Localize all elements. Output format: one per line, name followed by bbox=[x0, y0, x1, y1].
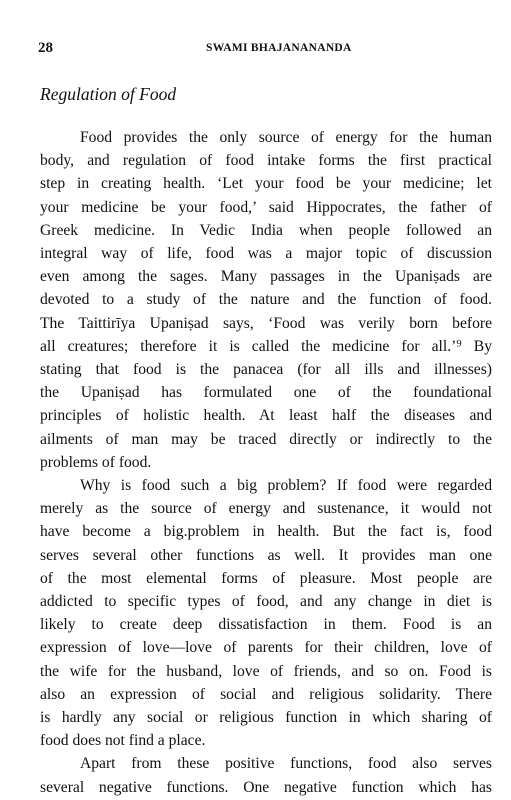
text-line: your medicine be your food,’ said Hippocrates, the father of bbox=[40, 198, 492, 216]
text-line: step in creating health. ‘Let your food be your medicine; let bbox=[40, 175, 492, 193]
text-line: the wife for the husband, love of friends, and so on. Food is bbox=[40, 662, 492, 680]
page-number: 28 bbox=[38, 40, 53, 56]
running-title: SWAMI BHAJANANANDA bbox=[206, 42, 352, 54]
running-head bbox=[38, 40, 471, 60]
paragraph bbox=[40, 474, 492, 752]
text-line: likely to create deep dissatisfaction in them. Food is an bbox=[40, 616, 492, 634]
text-line: the Upaniṣad has formulated one of the foundational bbox=[40, 384, 492, 402]
text-line: Food provides the only source of energy for the human bbox=[80, 129, 492, 146]
text-line: of the most elemental forms of pleasure. Most people are bbox=[40, 569, 492, 587]
text-line: also an expression of social and religious solidarity. There bbox=[40, 685, 492, 703]
text-line: Why is food such a big problem? If food were regarded bbox=[80, 477, 492, 495]
text-line: devoted to a study of the nature and the function of food. bbox=[40, 291, 492, 309]
text-line: expression of love—love of parents for their children, love of bbox=[40, 639, 492, 657]
text-line: Greek medicine. In Vedic India when people followed an bbox=[40, 221, 492, 239]
text-line: ailments of man may be traced directly or indirectly to the bbox=[40, 430, 492, 448]
text-line: several negative functions. One negative function which has bbox=[40, 778, 492, 796]
text-line: even among the sages. Many passages in the Upaniṣads are bbox=[40, 268, 492, 286]
text-line: food does not find a place. bbox=[40, 732, 206, 750]
text-line: have become a big.problem in health. But the fact is, food bbox=[40, 523, 492, 541]
paragraph bbox=[40, 126, 492, 474]
paragraph bbox=[40, 752, 492, 798]
text-line: serves several other functions as well. It provides man one bbox=[40, 546, 492, 564]
text-line: principles of holistic health. At least half the diseases and bbox=[40, 407, 492, 425]
text-line: addicted to specific types of food, and any change in diet is bbox=[40, 593, 492, 611]
text-line: merely as the source of energy and sustenance, it would not bbox=[40, 500, 492, 518]
section-heading: Regulation of Food bbox=[40, 84, 177, 104]
body-text bbox=[40, 126, 492, 799]
text-line: The Taittirīya Upaniṣad says, ‘Food was verily born before bbox=[40, 314, 492, 332]
text-line: body, and regulation of food intake forms the first practical bbox=[40, 152, 492, 170]
text-line: stating that food is the panacea (for all ills and illnesses) bbox=[40, 361, 492, 379]
text-line: all creatures; therefore it is called the medicine for all.’⁹ By bbox=[40, 337, 492, 355]
text-line: is hardly any social or religious function in which sharing of bbox=[40, 709, 492, 727]
text-line: Apart from these positive functions, food also serves bbox=[80, 755, 492, 773]
text-line: problems of food. bbox=[40, 453, 152, 471]
text-line: integral way of life, food was a major topic of discussion bbox=[40, 245, 492, 263]
